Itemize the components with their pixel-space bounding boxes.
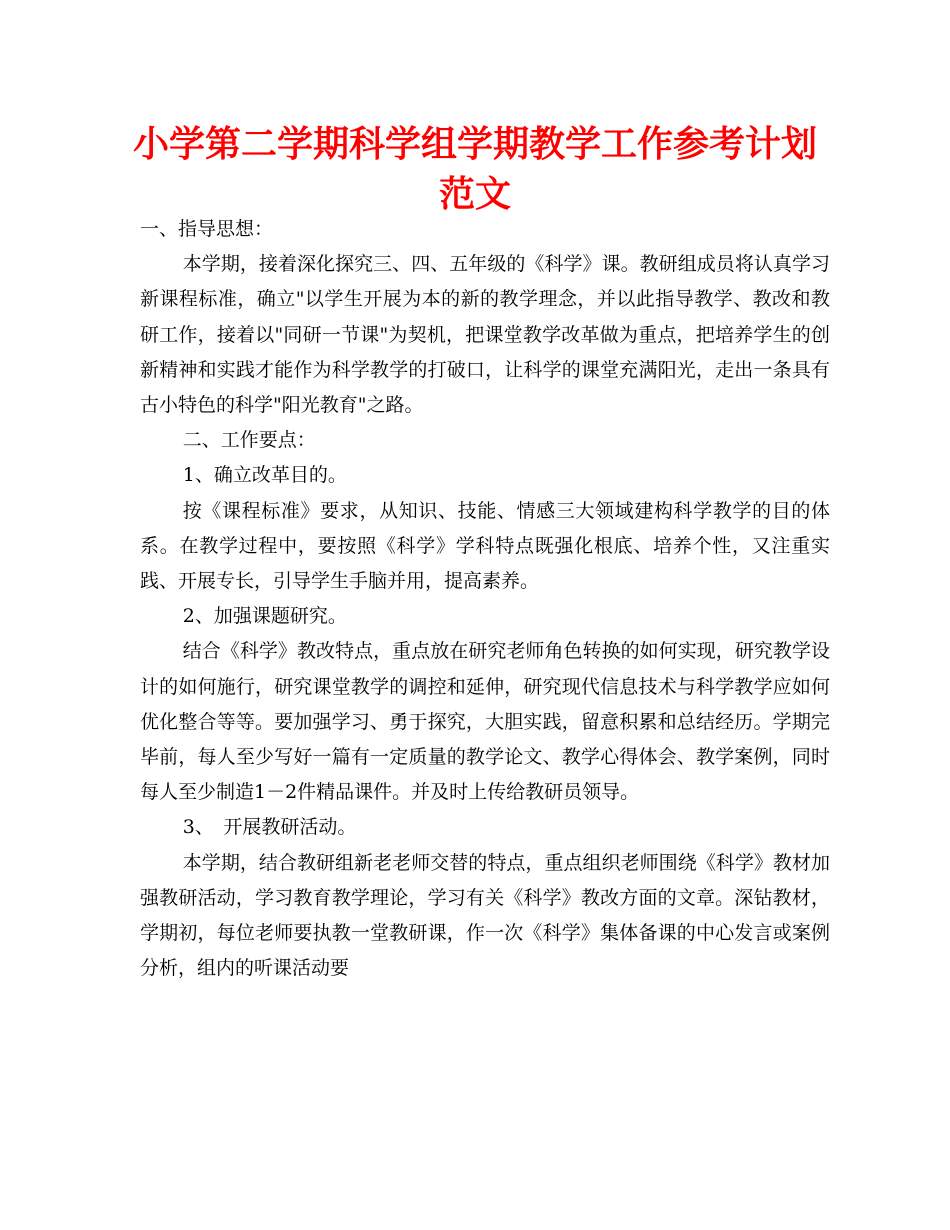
paragraph-guiding-thought: 本学期，接着深化探究三、四、五年级的《科学》课。教研组成员将认真学习新课程标准，确立"以学生开展为本的新的教学理念，并以此指导教学、教改和教研工作，接着以"同研一节课"为契机，把课堂教学改革做为重点，把培养学生的创新精神和实践才能作为科学教学的打破口，让科学的课堂充满阳光，走出一条具有古小特色的科学"阳光教育"之路。 [140, 253, 830, 417]
section-heading-guiding-thought: 一、指导思想： [140, 218, 274, 240]
paragraph-reform-goals: 按《课程标准》要求，从知识、技能、情感三大领域建构科学教学的目的体系。在教学过程中，要按照《科学》学科特点既强化根底、培养个性，又注重实践、开展专长，引导学生手脑并用，提高素养。 [140, 499, 830, 593]
section-heading-work-points: 二、工作要点： [182, 429, 316, 452]
subheading-reform-goals: 1、确立改革目的。 [182, 464, 347, 487]
paragraph-teaching-research: 本学期，结合教研组新老老师交替的特点，重点组织老师围绕《科学》教材加强教研活动，学习教育教学理论，学习有关《科学》教改方面的文章。深钻教材，学期初，每位老师要执教一堂教研课，作一次《科学》集体备课的中心发言或案例分析，组内的听课活动要 [140, 851, 830, 980]
paragraph-topic-research: 结合《科学》教改特点，重点放在研究老师角色转换的如何实现，研究教学设计的如何施行，研究课堂教学的调控和延伸，研究现代信息技术与科学教学应如何优化整合等等。要加强学习、勇于探究，大胆实践，留意积累和总结经历。学期完毕前，每人至少写好一篇有一定质量的教学论文、教学心得体会、教学案例，同时每人至少制造1－2件精品课件。并及时上传给教研员领导。 [140, 640, 830, 804]
subheading-teaching-research: 3、 开展教研活动。 [182, 816, 357, 839]
subheading-topic-research: 2、加强课题研究。 [182, 605, 347, 628]
document-title: 小学第二学期科学组学期教学工作参考计划范文 [132, 124, 817, 215]
document-body [140, 212, 830, 986]
